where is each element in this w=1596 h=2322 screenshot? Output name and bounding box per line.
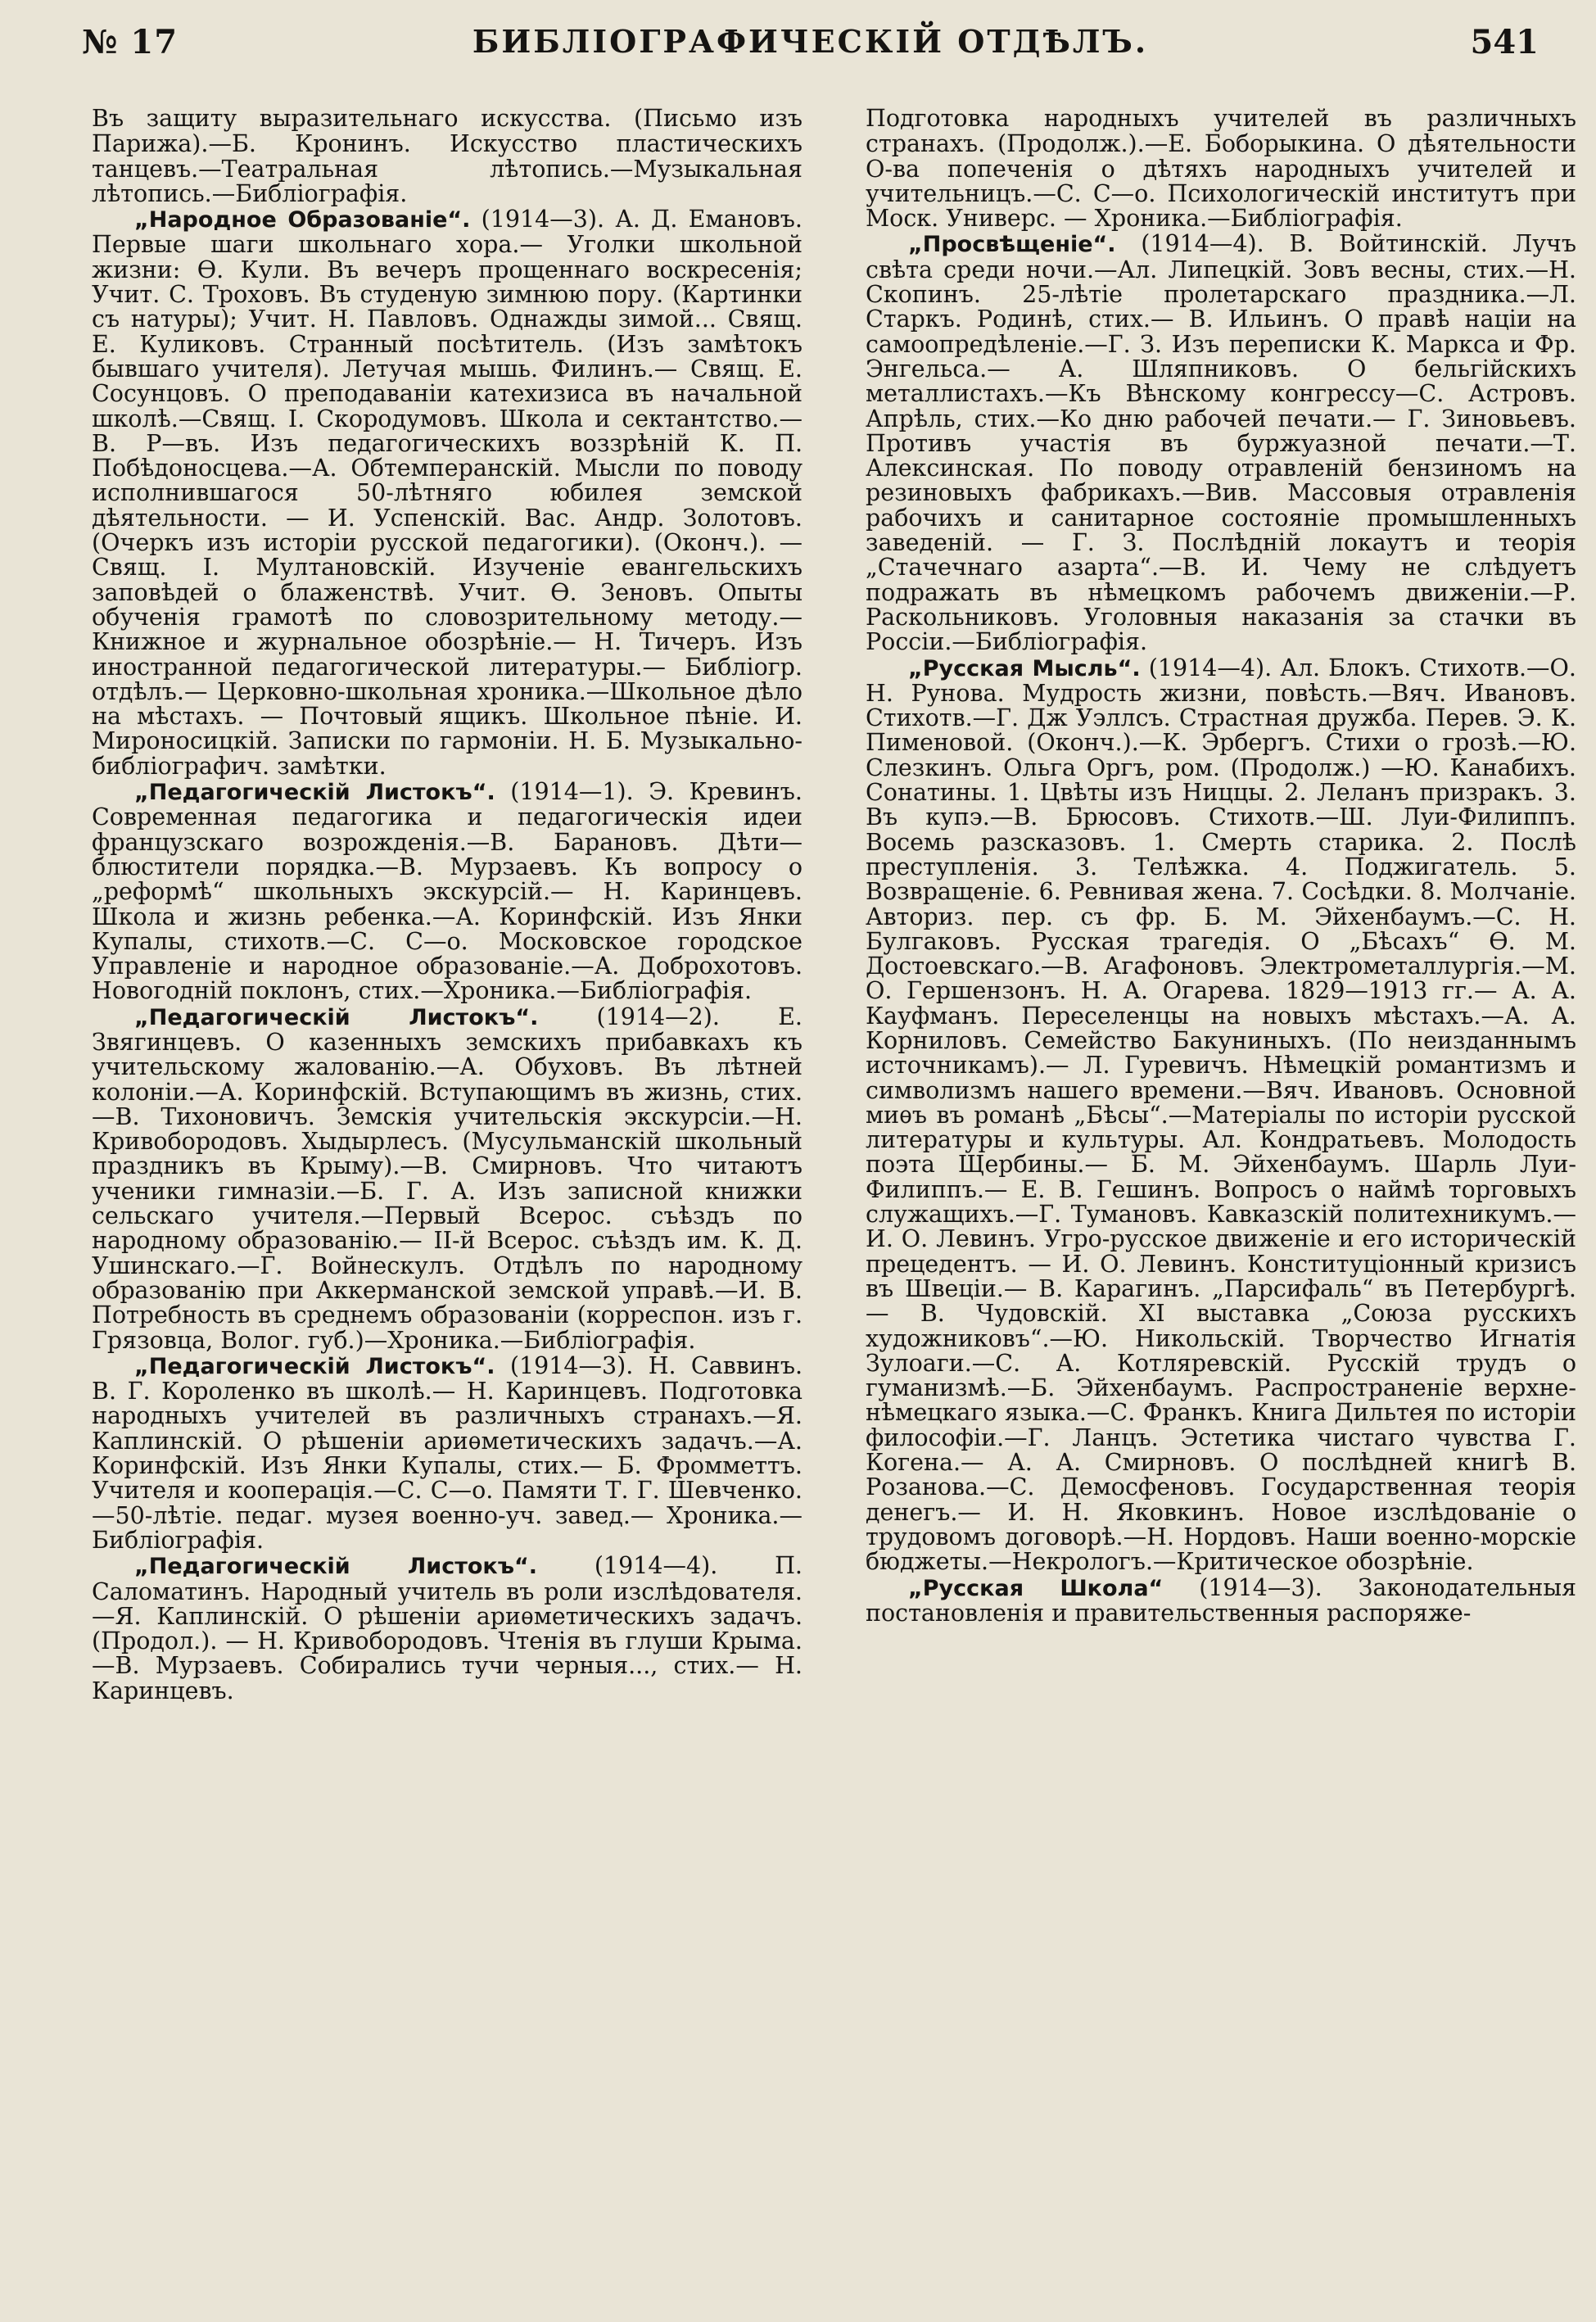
bibliography-entry [92, 1351, 803, 1554]
magazine-title: „Педагогическій Листокъ“. [134, 1004, 539, 1030]
entry-text: (1914—4). В. Войтинскій. Лучъ свѣта среди ночи.—Ал. Липецкій. Зовъ весны, стих.—Н. Скопинъ. 25-лѣтіе пролетарскаго праздника.—Л. Старкъ. Родинѣ, стих.— В. Ильинъ. О правѣ націи на самоопредѣленіе.—Г. З. Изъ переписки К. Маркса и Фр. Энгельса.— А. Шляпниковъ. О бельгійскихъ металлистахъ.—Къ Вѣнскому конгрессу—С. Астровъ. Апрѣль, стих.—Ко дню рабочей печати.— Г. Зиновьевъ. Противъ участія въ буржуазной печати.—Т. Алексинская. По поводу отравленій бензиномъ на резиновыхъ фабрикахъ.—Вив. Массовыя отравленія рабочихъ и санитарное состояніе промышленныхъ заведеній. — Г. З. Послѣдній локаутъ и теорія „Стачечнаго азарта“.—В. И. Чему не слѣдуетъ подражать въ нѣмецкомъ рабочемъ движеніи.—Р. Раскольниковъ. Уголовныя наказанія за стачки въ Россіи.—Библіографія. [866, 230, 1576, 656]
bibliography-entry [866, 1573, 1576, 1627]
section-title: БИБЛІОГРАФИЧЕСКІЙ ОТДѢЛЪ. [472, 23, 1149, 60]
bibliography-entry [866, 106, 1576, 231]
magazine-title: „Педагогическій Листокъ“. [134, 1554, 538, 1580]
entry-text: (1914—2). Е. Звягинцевъ. О казенныхъ земскихъ прибавкахъ къ учительскому жалованію.—А. Обуховъ. Въ лѣтней колоніи.—А. Коринфскій. Вступающимъ въ жизнь, стих.—В. Тихоновичъ. Земскія учительскія экскурсіи.—Н. Кривобородовъ. Хыдырлесъ. (Мусульманскій школьный праздникъ въ Крыму).—В. Смирновъ. Что читаютъ ученики гимназіи.—Б. Г. А. Изъ записной книжки сельскаго учителя.—Первый Всерос. съѣздъ по народному образованію.— ІІ-й Всерос. съѣздъ им. К. Д. Ушинскаго.—Г. Войнескулъ. Отдѣлъ по народному образованію при Аккерманской земской управѣ.—И. В. Потребность въ среднемъ образованіи (корреспон. изъ г. Грязовца, Волог. губ.)—Хроника.—Библіографія. [92, 1003, 803, 1354]
magazine-title: „Просвѣщеніе“. [908, 232, 1116, 258]
entry-text: Въ защиту выразительнаго искусства. (Письмо изъ Парижа).—Б. Кронинъ. Искусство пластическихъ танцевъ.—Театральная лѣтопись.—Музыкальная лѣтопись.—Библіографія. [92, 106, 803, 207]
magazine-title: „Педагогическій Листокъ“. [134, 780, 495, 806]
bibliography-entry [866, 656, 1576, 1575]
bibliography-entry [866, 232, 1576, 654]
right-column [866, 106, 1576, 2302]
page-header [82, 23, 1539, 72]
entry-text: (1914—4). Ал. Блокъ. Стихотв.—О. Н. Рунова. Мудрость жизни, повѣсть.—Вяч. Ивановъ. Стихотв.—Г. Дж Уэллсъ. Страстная дружба. Перев. Э. К. Пименовой. (Оконч.).—К. Эрбергъ. Стихи о грозѣ.—Ю. Слезкинъ. Ольга Оргъ, ром. (Продолж.) —Ю. Канабихъ. Сонатины. 1. Цвѣты изъ Ниццы. 2. Леланъ призракъ. 3. Въ купэ.—В. Брюсовъ. Стихотв.—Ш. Луи-Филиппъ. Восемь разсказовъ. 1. Смерть старика. 2. Послѣ преступленія. 3. Телѣжка. 4. Поджигатель. 5. Возвращеніе. 6. Ревнивая жена. 7. Сосѣдки. 8. Молчаніе. Авториз. пер. съ фр. Б. М. Эйхенбаумъ.—С. Н. Булгаковъ. Русская трагедія. О „Бѣсахъ“ Ѳ. М. Достоевскаго.—В. Агафоновъ. Электрометаллургія.—М. О. Гершензонъ. Н. А. Огарева. 1829—1913 гг.— А. А. Кауфманъ. Переселенцы на новыхъ мѣстахъ.—А. А. Корниловъ. Семейство Бакуниныхъ. (По неизданнымъ источникамъ).— Л. Гуревичъ. Нѣмецкій романтизмъ и символизмъ нашего времени.—Вяч. Ивановъ. Основной миѳъ въ романѣ „Бѣсы“.—Матеріалы по исторіи русской литературы и культуры. Ал. Кондратьевъ. Молодость поэта Щербины.— Б. М. Эйхенбаумъ. Шарль Луи-Филиппъ.— Е. В. Гешинъ. Вопросъ о наймѣ торговыхъ служащихъ.—Г. Тумановъ. Кавказскій политехникумъ.—И. О. Левинъ. Угро-русское движеніе и его историческій прецедентъ. — И. О. Левинъ. Конституціонный кризисъ въ Швеціи.— В. Карагинъ. „Парсифаль“ въ Петербургѣ.— В. Чудовскій. ХІ выставка „Союза русскихъ художниковъ“.—Ю. Никольскій. Творчество Игнатія Зулоаги.—С. А. Котляревскій. Русскій трудъ о гуманизмѣ.—Б. Эйхенбаумъ. Распространеніе верхне-нѣмецкаго языка.—С. Франкъ. Книга Дильтея по исторіи философіи.—Г. Ланцъ. Эстетика чистаго чувства Г. Когена.— А. А. Смирновъ. О послѣдней книгѣ В. Розанова.—С. Демосфеновъ. Государственная теорія денегъ.— И. Н. Яковкинъ. Новое изслѣдованіе о трудовомъ договорѣ.—Н. Нордовъ. Наши военно-морскіе бюджеты.—Некрологъ.—Критическое обозрѣніе. [866, 654, 1576, 1576]
magazine-title: „Народное Образованіе“. [134, 207, 471, 233]
bibliography-entry [92, 1005, 803, 1353]
magazine-title: „Русская Школа“ [908, 1575, 1164, 1601]
entry-text: (1914—3). Законодательныя постановленія и правительственныя распоряже- [866, 1573, 1576, 1627]
entry-text: Подготовка народныхъ учителей въ различныхъ странахъ. (Продолж.).—Е. Боборыкина. О дѣятельности О-ва попеченія о дѣтяхъ народныхъ учителей и учительницъ.—С. С—о. Психологическій институтъ при Моск. Универс. — Хроника.—Библіографія. [866, 106, 1576, 233]
magazine-title: „Педагогическій Листокъ“. [134, 1353, 495, 1379]
issue-number: № 17 [82, 23, 179, 61]
page-number: 541 [1470, 23, 1539, 61]
entry-text: (1914—3). Н. Саввинъ. В. Г. Короленко въ школѣ.— Н. Каринцевъ. Подготовка народныхъ учителей въ различныхъ странахъ.—Я. Каплинскій. О рѣшеніи ариѳметическихъ задачъ.—А. Коринфскій. Изъ Янки Купалы, стих.— Б. Фромметтъ. Учителя и кооперація.—С. С—о. Памяти Т. Г. Шевченко.—50-лѣтіе. педаг. музея военно-уч. завед.— Хроника.— Библіографія. [92, 1351, 803, 1554]
bibliography-entry [92, 207, 803, 779]
entry-text: (1914—1). Э. Кревинъ. Современная педагогика и педагогическія идеи французскаго возрожденія.—В. Барановъ. Дѣти—блюстители порядка.—В. Мурзаевъ. Къ вопросу о „реформѣ“ школьныхъ экскурсій.— Н. Каринцевъ. Школа и жизнь ребенка.—А. Коринфскій. Изъ Янки Купалы, стихотв.—С. С—о. Московское городское Управленіе и народное образованіе.—А. Доброхотовъ. Новогодній поклонъ, стих.—Хроника.—Библіографія. [92, 778, 803, 1005]
entry-text: (1914—3). А. Д. Емановъ. Первые шаги школьнаго хора.— Уголки школьной жизни: Ѳ. Кули. Въ вечеръ прощеннаго воскресенія; Учит. С. Троховъ. Въ студеную зимнюю пору. (Картинки съ натуры); Учит. Н. Павловъ. Однажды зимой... Свящ. Е. Куликовъ. Странный посѣтитель. (Изъ замѣтокъ бывшаго учителя). Летучая мышь. Филинъ.— Свящ. Е. Сосунцовъ. О преподаваніи катехизиса въ начальной школѣ.—Свящ. І. Скородумовъ. Школа и сектантство.— В. Р—въ. Изъ педагогическихъ воззрѣній К. П. Побѣдоносцева.—А. Обтемперанскій. Мысли по поводу исполнившагося 50-лѣтняго юбилея земской дѣятельности. — И. Успенскій. Вас. Андр. Золотовъ. (Очеркъ изъ исторіи русской педагогики). (Оконч.). — Свящ. І. Мултановскій. Изученіе евангельскихъ заповѣдей о блаженствѣ. Учит. Ѳ. Зеновъ. Опыты обученія грамотѣ по словозрительному методу.— Книжное и журнальное обозрѣніе.— Н. Тичеръ. Изъ иностранной педагогической литературы.— Библіогр. отдѣлъ.— Церковно-школьная хроника.—Школьное дѣло на мѣстахъ. — Почтовый ящикъ. Школьное пѣніе. И. Мироносицкій. Записки по гармоніи. Н. Б. Музыкально-библіографич. замѣтки. [92, 206, 803, 780]
entry-text: (1914—4). П. Саломатинъ. Народный учитель въ роли изслѣдователя.—Я. Каплинскій. О рѣшеніи ариѳметическихъ задачъ. (Продол.). — Н. Кривобородовъ. Чтенія въ глуши Крыма.—В. Мурзаевъ. Собирались тучи черныя..., стих.— Н. Каринцевъ. [92, 1552, 803, 1704]
magazine-title: „Русская Мысль“. [908, 655, 1141, 681]
bibliography-entry [92, 106, 803, 206]
bibliography-entry [92, 780, 803, 1004]
left-column [92, 106, 803, 2302]
bibliography-entry [92, 1554, 803, 1704]
